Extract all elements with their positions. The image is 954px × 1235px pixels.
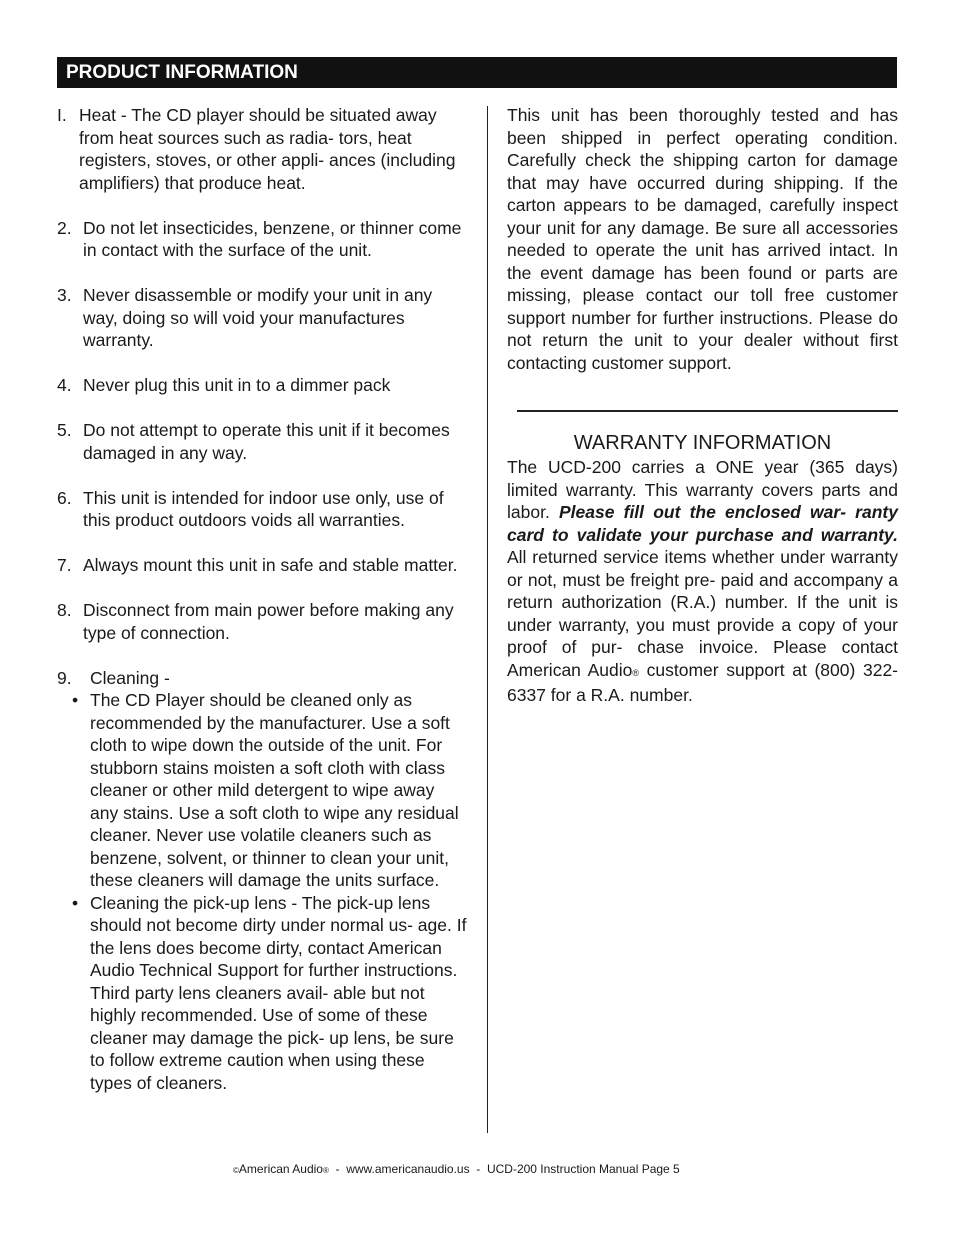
right-column bbox=[507, 104, 898, 374]
horizontal-rule bbox=[517, 410, 898, 412]
item-number: 8. bbox=[57, 600, 72, 620]
item-text: Heat - The CD player should be situated away from heat sources such as radia- tors, heat registers, stoves, or other appli- ances (including amplifiers) that produce heat. bbox=[79, 105, 456, 193]
warranty-text-1: The UCD-200 carries a ONE year (365 days) limited warranty. This warranty covers parts and labor. bbox=[507, 457, 898, 522]
shipping-paragraph: This unit has been thoroughly tested and has been shipped in perfect operating condition. Carefully check the shipping carton for damage that may have occurred during shipping. If the carton appears to be damaged, carefully inspect your unit for any damage. Be sure all accessories needed to operate the unit has arrived intact. In the event damage has been found or parts are missing, please contact our toll free customer support number for further instructions. Please do not return the unit to your dealer without first contacting customer support. bbox=[507, 105, 898, 373]
item-text: This unit is intended for indoor use only, use of this product outdoors voids all warranties. bbox=[83, 487, 444, 530]
warranty-text-3: customer support at (800) 322-6337 for a R.A. number. bbox=[507, 659, 898, 705]
item-text: Never disassemble or modify your unit in any way, doing so will void your manufactures warranty. bbox=[83, 285, 433, 350]
footer-separator: - bbox=[469, 1162, 487, 1176]
item-text: Disconnect from main power before making any type of connection. bbox=[83, 600, 454, 643]
cleaning-item bbox=[57, 667, 467, 690]
item-number: 7. bbox=[57, 555, 72, 575]
warranty-paragraph bbox=[507, 456, 898, 707]
bullet-text: The CD Player should be cleaned only as recommended by the manufacturer. Use a soft cloth to wipe down the outside of the unit. For stubborn stains moisten a soft cloth with class cleaner or other mild detergent to wipe away any stains. Use a soft cloth to wipe any residual cleaner. Never use volatile cleaners such as benzene, solvent, or thinner to clean your unit, these cleaners will damage the units surface. bbox=[90, 690, 459, 890]
cleaning-label: Cleaning - bbox=[90, 667, 170, 688]
list-item bbox=[57, 599, 467, 644]
warranty-heading: WARRANTY INFORMATION bbox=[573, 432, 832, 454]
footer-url: www.americanaudio.us bbox=[346, 1162, 470, 1176]
item-text: Always mount this unit in safe and stable matter. bbox=[83, 555, 458, 575]
list-item bbox=[57, 487, 467, 532]
warranty-emphasis: Please fill out the enclosed war- ranty card to validate your purchase and warranty. bbox=[507, 502, 898, 545]
section-title: PRODUCT INFORMATION bbox=[66, 62, 298, 83]
section-header bbox=[57, 57, 897, 88]
footer-page-info: UCD-200 Instruction Manual Page 5 bbox=[486, 1162, 680, 1176]
item-number: 3. bbox=[57, 285, 72, 305]
item-number: 5. bbox=[57, 420, 72, 440]
bullet-item bbox=[72, 892, 467, 1095]
item-text: Do not let insecticides, benzene, or thinner come in contact with the surface of the unit. bbox=[83, 217, 462, 260]
warranty-text-2: All returned service items whether under warranty or not, must be freight pre- paid and accompany a return authorization (R.A.) number. If the unit is under warranty, you must provide a copy of your proof of pur- chase invoice. Please contact American Audio bbox=[507, 547, 898, 680]
registered-mark: ® bbox=[632, 667, 639, 678]
copyright-mark: © bbox=[233, 1166, 239, 1175]
list-item bbox=[57, 284, 467, 352]
item-text: Never plug this unit in to a dimmer pack bbox=[83, 375, 391, 395]
footer-separator: - bbox=[328, 1162, 347, 1176]
item-number: 6. bbox=[57, 487, 72, 508]
item-text: Do not attempt to operate this unit if it becomes damaged in any way. bbox=[83, 420, 450, 463]
list-item bbox=[57, 554, 467, 577]
list-item bbox=[57, 374, 467, 397]
list-item bbox=[57, 104, 467, 194]
item-number: 9. bbox=[57, 667, 72, 688]
bullet-dot: • bbox=[72, 892, 79, 913]
footer-line bbox=[233, 1161, 680, 1179]
list-item bbox=[57, 217, 467, 262]
item-number: 2. bbox=[57, 217, 72, 238]
bullet-item bbox=[72, 689, 467, 892]
left-column bbox=[57, 104, 467, 1094]
footer-brand: American Audio bbox=[238, 1162, 323, 1176]
item-number: 4. bbox=[57, 375, 72, 395]
column-divider bbox=[487, 106, 488, 1133]
item-number: I. bbox=[57, 105, 67, 125]
bullet-text: Cleaning the pick-up lens - The pick-up lens should not become dirty under normal us- age. If the lens does become dirty, contact American Audio Technical Support for further instructions. Third party lens cleaners avail- able but not highly recommended. Use of some of these cleaner may damage the pick- up lens, be sure to follow extreme caution when using these types of cleaners. bbox=[90, 892, 467, 1093]
list-item bbox=[57, 419, 467, 464]
bullet-dot: • bbox=[72, 690, 79, 710]
footer-registered-mark: ® bbox=[322, 1166, 329, 1175]
